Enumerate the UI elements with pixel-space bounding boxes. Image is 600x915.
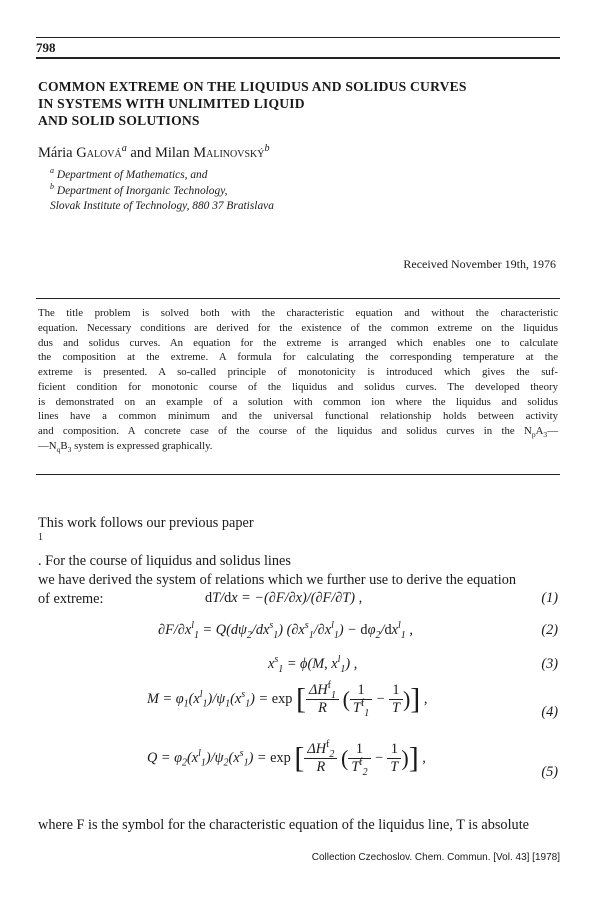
equation-4-number: (4) bbox=[541, 704, 558, 720]
abstract-top-rule bbox=[36, 298, 560, 299]
affiliation-a: Department of Mathematics, and bbox=[56, 169, 208, 181]
title-line-2: IN SYSTEMS WITH UNLIMITED LIQUID bbox=[38, 96, 305, 111]
abstract-line-5: extreme is presented. A so-called principle of monotonicity is introduced which gives the suf- bbox=[38, 366, 558, 378]
title-line-3: AND SOLID SOLUTIONS bbox=[38, 113, 200, 128]
equation-3: $x^s_1 = \phi(M$, $x^l_1$) , bbox=[268, 654, 358, 675]
abstract-line-10: $—N_qB_3$ system is expressed graphically. bbox=[38, 439, 213, 454]
equation-4: $M = \varphi_1(x^l_1)/\psi_1(x^s_1) = \exp$ [ $\frac{\Delta H^f_1}{R}$ ( $\frac{1}{T^f_1}$ − $\frac{1}{T}$ )] , bbox=[147, 680, 428, 719]
title-line-1: COMMON EXTREME ON THE LIQUIDUS AND SOLIDUS CURVES bbox=[38, 79, 467, 94]
abstract-line-6: ficient condition for monotonic course of the liquidus and solidus curves. The developed theory bbox=[38, 380, 558, 393]
author2-given: Milan bbox=[154, 145, 190, 161]
received-date: Received November 19th, 1976 bbox=[403, 257, 556, 271]
equation-2: $\partial F/\partial x^l_1 = Q(d\psi_2/dx^s_1) (\partial x^s_1/\partial x^l_1) - d\varphi_2/dx^l_1$ , bbox=[158, 620, 413, 641]
body-line-2: we have derived the system of relations which we further use to derive the equation bbox=[38, 572, 516, 588]
affiliation-a-mark: a bbox=[50, 166, 54, 176]
abstract-line-2: equation. Necessary conditions are derived for the existence of the common extreme on the liquidus bbox=[38, 321, 558, 334]
affiliation-b: Department of Inorganic Technology, bbox=[56, 184, 228, 197]
body-line-3: of extreme: bbox=[38, 591, 104, 607]
abstract-line-4: the composition at the extreme. A formula for calculating the corresponding temperature at the bbox=[38, 351, 558, 364]
abstract-bottom-rule bbox=[36, 474, 560, 475]
author-conjunction: and bbox=[130, 145, 152, 161]
journal-footer: Collection Czechoslov. Chem. Commun. [Vol. 43] [1978] bbox=[311, 852, 560, 863]
abstract-line-7: is demonstrated on an example of a solution with common ion where the liquidus and solidus bbox=[38, 395, 558, 408]
title-rule bbox=[36, 57, 560, 59]
author1-given: Mária bbox=[38, 145, 73, 161]
author1-mark: a bbox=[121, 143, 127, 155]
author1-family: Galová bbox=[76, 145, 122, 161]
equation-1-number: (1) bbox=[541, 590, 558, 606]
author2-mark: b bbox=[264, 143, 270, 155]
abstract-line-8: lines have a common minimum and the universal functional relationship holds between activity bbox=[38, 410, 558, 423]
equation-5: $Q = \varphi_2(x^l_1)/\psi_2(x^s_1) = \exp$ [ $\frac{\Delta H^f_2}{R}$ ( $\frac{1}{T^f_2}$ − $\frac{1}{T}$ )] , bbox=[147, 739, 426, 778]
equation-1: dT/dx = −(∂F/∂x)/(∂F/∂T) , bbox=[205, 590, 363, 606]
equation-2-number: (2) bbox=[541, 622, 558, 638]
author-line bbox=[38, 145, 270, 162]
author2-family: Malinovský bbox=[193, 145, 265, 161]
equation-5-number: (5) bbox=[541, 764, 558, 780]
affiliations bbox=[50, 168, 274, 215]
reference-mark: 1 bbox=[38, 532, 43, 544]
abstract-line-3: dus and solidus curves. An equation for the extreme is arranged which enables one to calculate bbox=[38, 336, 558, 349]
closing-line: where F is the symbol for the characteristic equation of the liquidus line, T is absolute bbox=[38, 817, 530, 833]
equation-3-number: (3) bbox=[541, 656, 558, 672]
body-line-1: This work follows our previous paper $^1$ . For the course of liquidus and solidus lines bbox=[38, 515, 291, 569]
header-rule bbox=[36, 37, 560, 38]
affiliation-institute: Slovak Institute of Technology, 880 37 Bratislava bbox=[50, 200, 274, 212]
abstract-line-9: and composition. A concrete case of the course of the liquidus and solidus curves in the $N_pA_3—$ bbox=[38, 425, 558, 440]
abstract-line-1: The title problem is solved both with the characteristic equation and without the characteristic bbox=[38, 307, 558, 319]
paper-title bbox=[38, 78, 467, 129]
abstract bbox=[38, 306, 558, 454]
affiliation-b-mark: b bbox=[50, 181, 54, 191]
page-number: 798 bbox=[36, 40, 56, 55]
